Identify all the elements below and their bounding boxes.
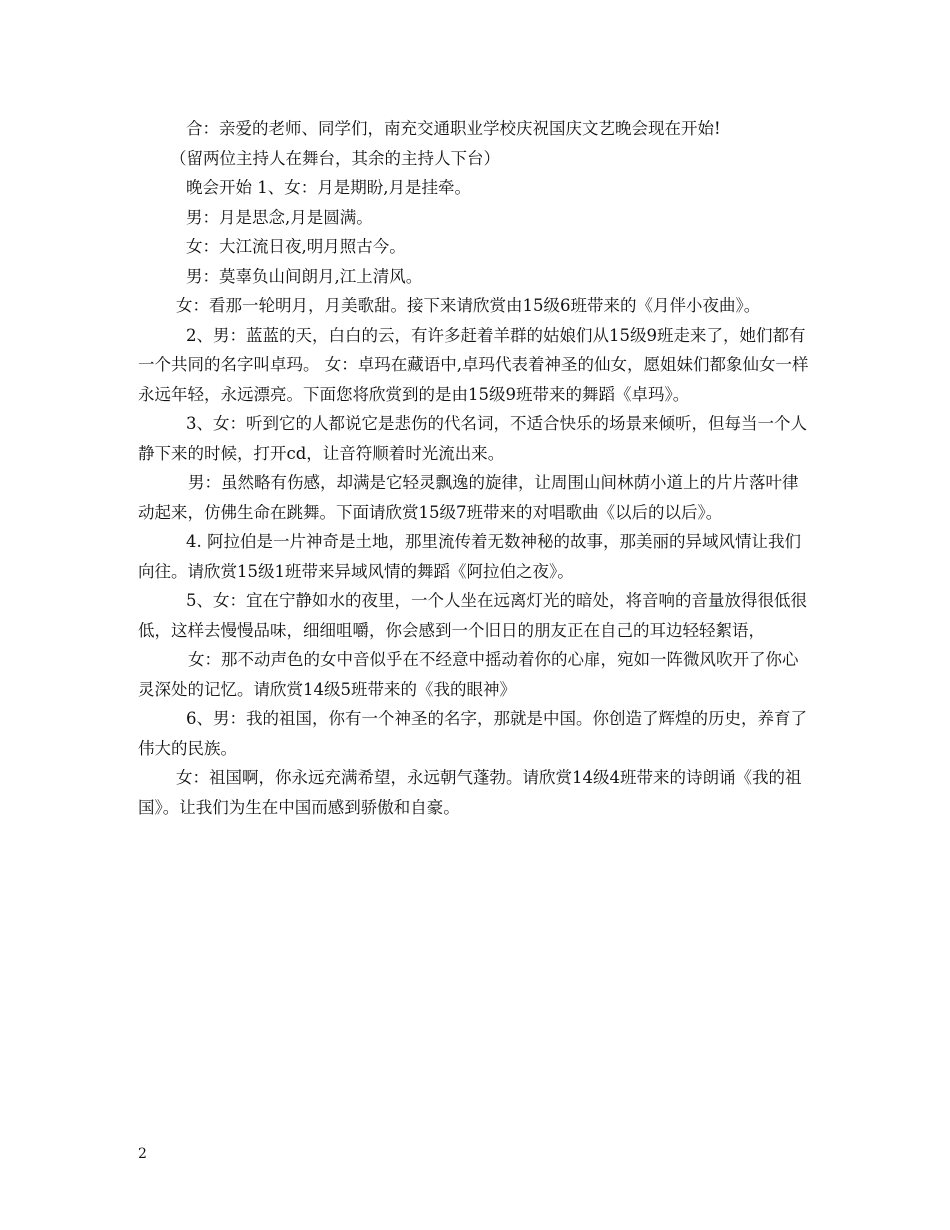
paragraph-program-2: 2、男：蓝蓝的天，白白的云，有许多赶着羊群的姑娘们从15级9班走来了，她们都有一个共同的名字叫卓玛。 女：卓玛在藏语中,卓玛代表着神圣的仙女，愿姐妹们都象仙女一样永远年轻，永远漂亮。下面您将欣赏到的是由15级9班带来的舞蹈《卓玛》。 [138, 325, 809, 404]
paragraph-program-3-female: 3、女：听到它的人都说它是悲伤的代名词，不适合快乐的场景来倾听，但每当一个人静下来的时候，打开cd，让音符顺着时光流出来。 [138, 414, 807, 463]
paragraph-program-1-female-2: 女：大江流日夜,明月照古今。 [186, 237, 406, 256]
paragraph-program-6-male: 6、男：我的祖国，你有一个神圣的名字，那就是中国。你创造了辉煌的历史，养育了伟大的民族。 [138, 709, 807, 758]
page-number: 2 [138, 1146, 147, 1162]
paragraph-program-1-intro: 晚会开始 1、女：月是期盼,月是挂牵。 [186, 178, 471, 197]
paragraph-opening: 合：亲爱的老师、同学们，南充交通职业学校庆祝国庆文艺晚会现在开始! [186, 119, 721, 138]
paragraph-program-1-announcement: 女：看那一轮明月，月美歌甜。接下来请欣赏由15级6班带来的《月伴小夜曲》。 [176, 296, 761, 315]
paragraph-program-6-female: 女：祖国啊，你永远充满希望，永远朝气蓬勃。请欣赏14级4班带来的诗朗诵《我的祖国》。让我们为生在中国而感到骄傲和自豪。 [138, 768, 802, 817]
paragraph-program-1-male-1: 男：月是思念,月是圆满。 [186, 207, 373, 227]
paragraph-program-4: 4. 阿拉伯是一片神奇是土地，那里流传着无数神秘的故事，那美丽的异域风情让我们向往。请欣赏15级1班带来异域风情的舞蹈《阿拉伯之夜》。 [138, 532, 801, 581]
paragraph-stage-direction: （留两位主持人在舞台，其余的主持人下台） [170, 148, 500, 168]
paragraph-program-5-female-2: 女：那不动声色的女中音似乎在不经意中摇动着你的心扉，宛如一阵微风吹开了你心灵深处的记忆。请欣赏14级5班带来的《我的眼神》 [138, 650, 799, 699]
document-body [138, 114, 814, 822]
paragraph-program-3-male: 男：虽然略有伤感，却满是它轻灵飘逸的旋律，让周围山间林荫小道上的片片落叶律动起来，仿佛生命在跳舞。下面请欣赏15级7班带来的对唱歌曲《以后的以后》。 [138, 473, 799, 522]
paragraph-program-5-female-1: 5、女：宜在宁静如水的夜里，一个人坐在远离灯光的暗处，将音响的音量放得很低很低，这样去慢慢品味，细细咀嚼，你会感到一个旧日的朋友正在自己的耳边轻轻絮语， [138, 591, 807, 640]
paragraph-program-1-male-2: 男：莫辜负山间朗月,江上清风。 [186, 266, 423, 286]
